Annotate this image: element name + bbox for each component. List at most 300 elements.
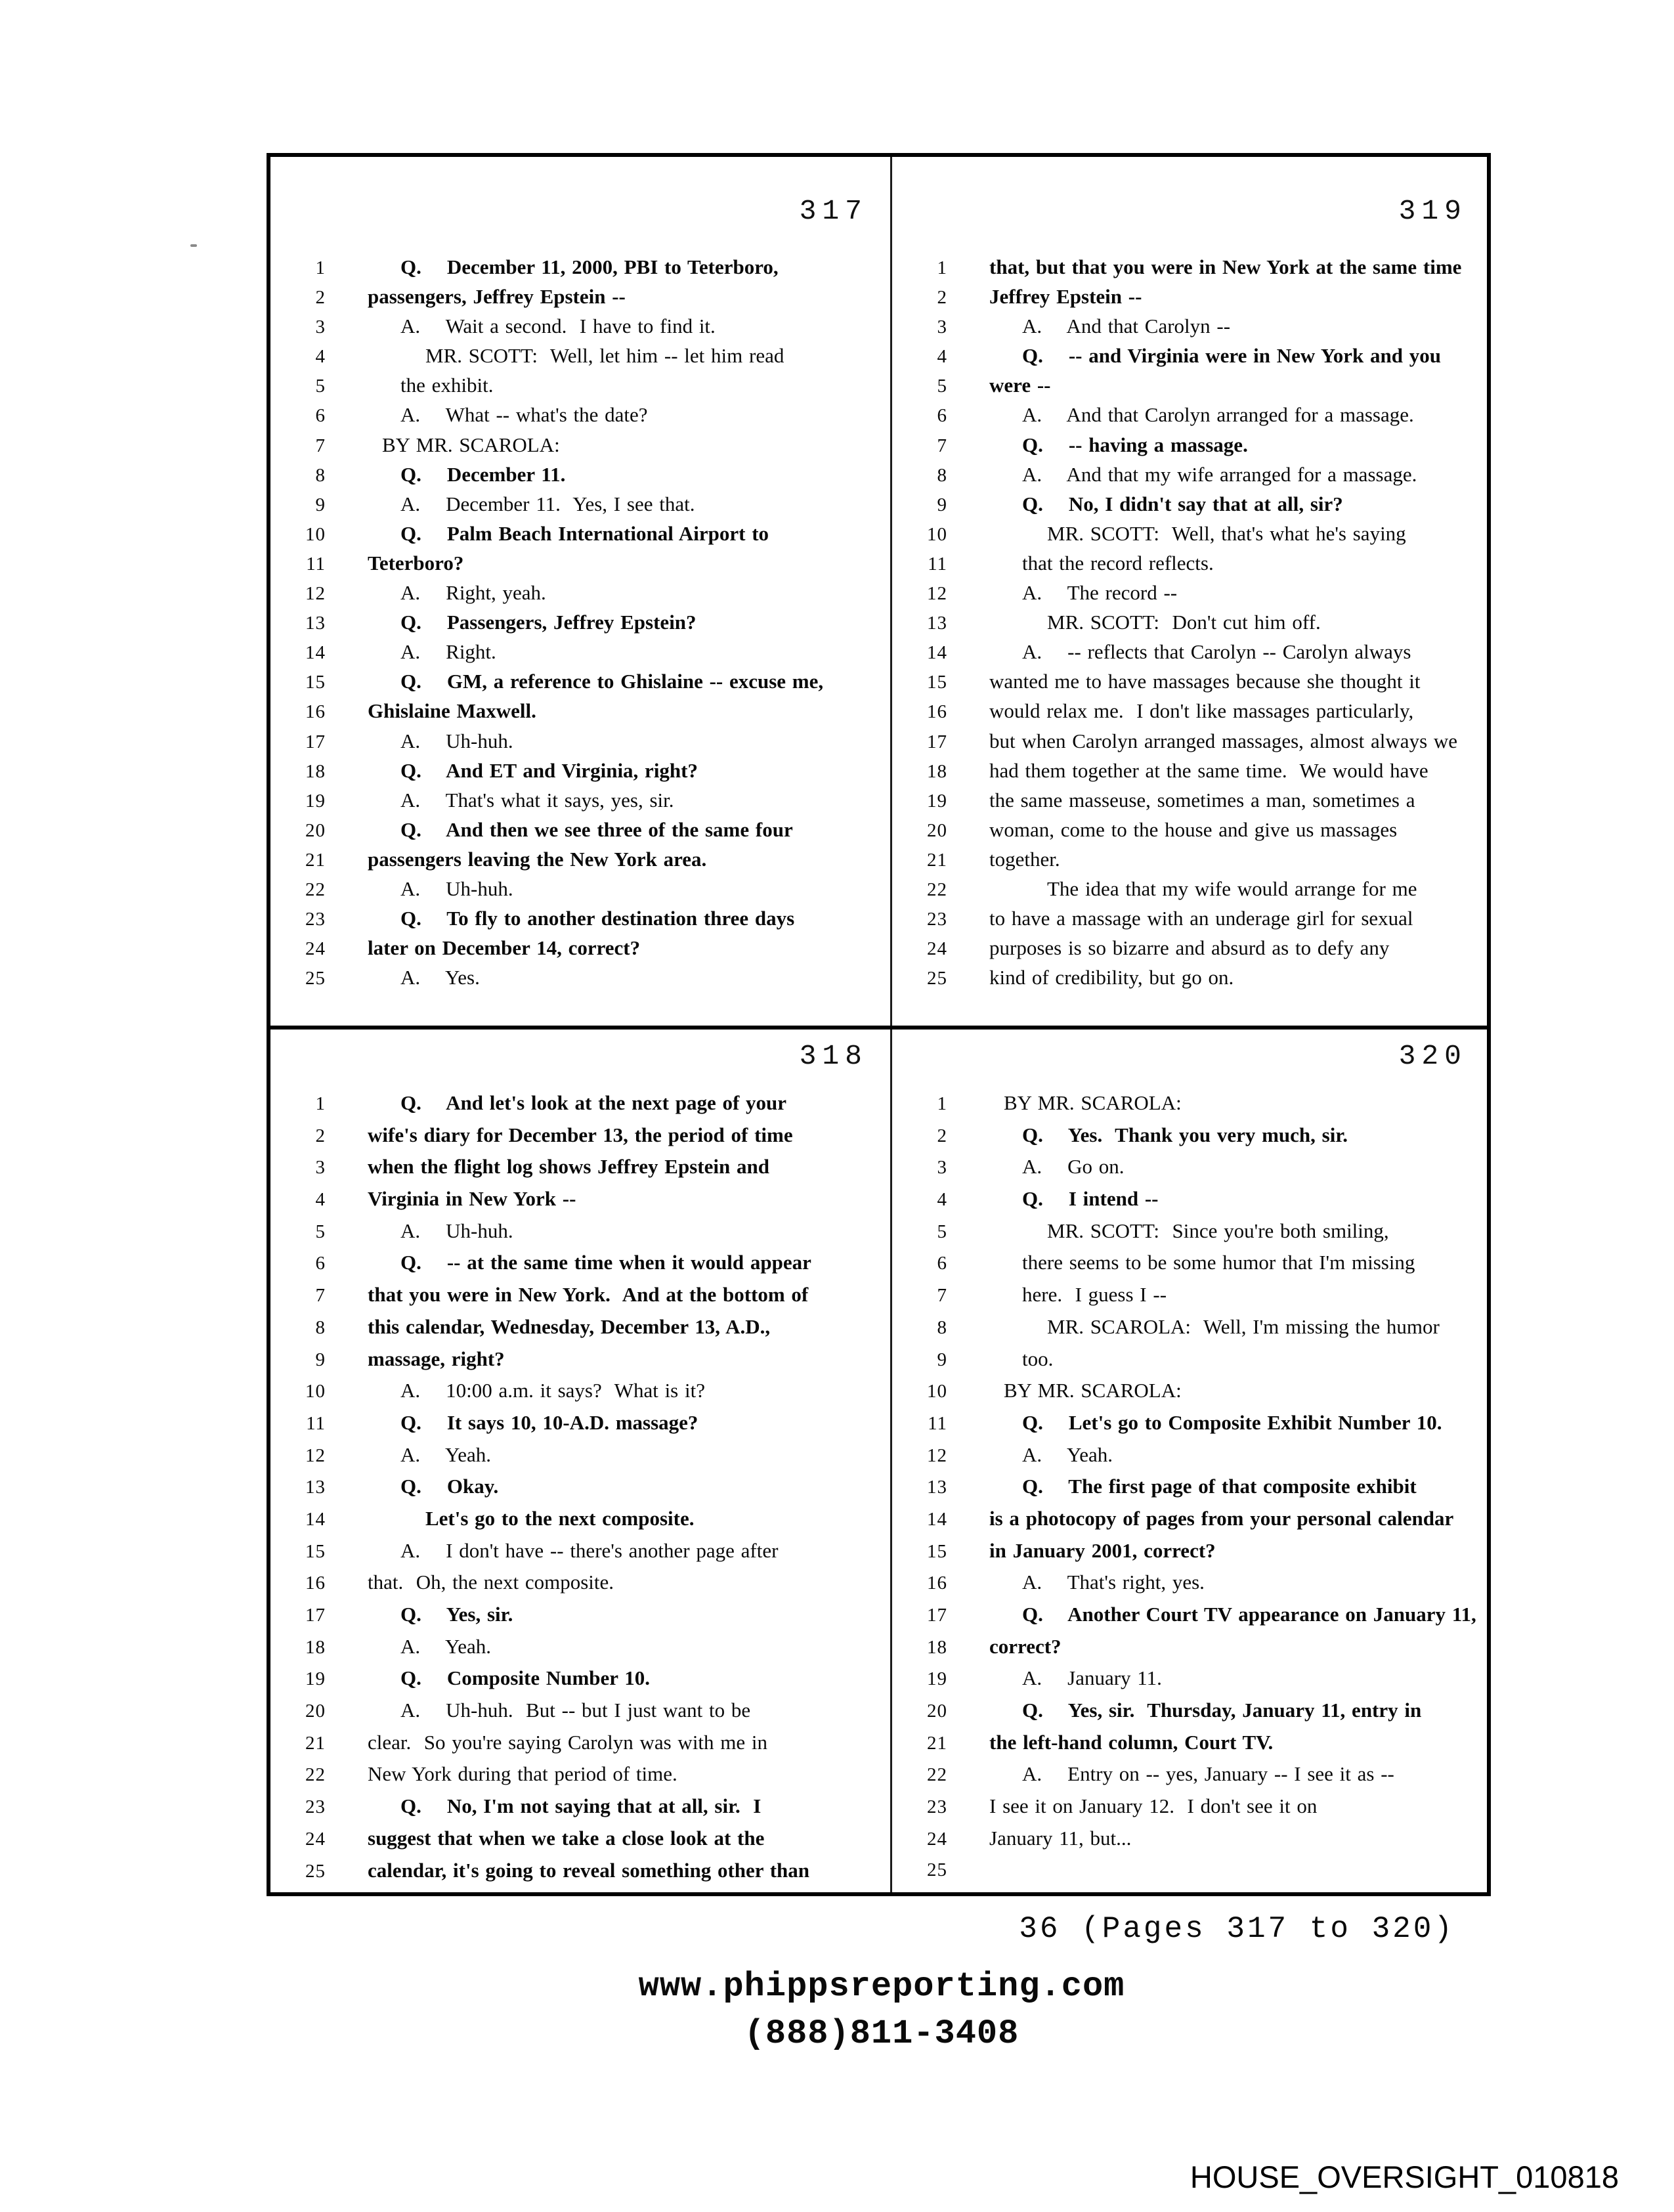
line-text: A. And that Carolyn arranged for a massage. [1022, 403, 1414, 427]
line-number: 18 [927, 760, 947, 782]
mini-page-317 [270, 157, 888, 1026]
line-text: is a photocopy of pages from your personal calendar [989, 1506, 1454, 1530]
transcript-line [892, 1123, 1487, 1156]
line-number: 20 [305, 1701, 326, 1722]
line-text: A. Uh-huh. [400, 729, 513, 752]
transcript-line [892, 1443, 1487, 1475]
transcript-line [270, 1187, 888, 1219]
line-text: A. Yes. [400, 966, 480, 989]
line-text: purposes is so bizarre and absurd as to defy any [989, 936, 1390, 960]
transcript-line [892, 255, 1487, 285]
transcript-line [270, 1699, 888, 1731]
transcript-line [270, 581, 888, 611]
transcript-line [892, 463, 1487, 492]
line-number: 3 [937, 1157, 947, 1179]
line-text: woman, come to the house and give us massages [989, 817, 1398, 841]
line-text: too. [1022, 1347, 1054, 1370]
line-text: Q. Okay. [400, 1475, 499, 1498]
line-text: Q. -- and Virginia were in New York and you [1022, 344, 1442, 368]
transcript-line [892, 1283, 1487, 1315]
line-number: 6 [315, 1253, 326, 1274]
line-number: 11 [928, 553, 947, 575]
transcript-line [892, 314, 1487, 344]
line-number: 24 [305, 1828, 326, 1850]
transcript-line [892, 285, 1487, 314]
line-number: 20 [305, 819, 326, 841]
transcript-line [270, 1731, 888, 1763]
line-text: the exhibit. [400, 374, 494, 397]
transcript-line [270, 729, 888, 759]
line-number: 1 [315, 257, 326, 278]
line-text: New York during that period of time. [368, 1762, 677, 1786]
line-text: calendar, it's going to reveal something other than [368, 1858, 810, 1882]
line-text: correct? [989, 1634, 1062, 1658]
line-number: 14 [305, 1508, 326, 1530]
transcript-line [892, 759, 1487, 789]
transcript-line [892, 433, 1487, 463]
transcript-line [892, 1219, 1487, 1251]
transcript-line [270, 1794, 888, 1827]
line-text: but when Carolyn arranged massages, almost always we [989, 729, 1458, 752]
line-text: to have a massage with an underage girl for sexual [989, 907, 1413, 930]
transcript-line [270, 1635, 888, 1667]
line-number: 8 [937, 464, 947, 486]
transcript-line [270, 1155, 888, 1187]
line-text: Q. Yes, sir. Thursday, January 11, entry in [1022, 1699, 1422, 1722]
line-number: 4 [315, 1189, 326, 1211]
line-text: A. I don't have -- there's another page after [400, 1538, 779, 1562]
transcript-line [892, 848, 1487, 877]
transcript-line [892, 1347, 1487, 1379]
line-number: 9 [315, 1349, 326, 1370]
line-number: 1 [315, 1093, 326, 1114]
line-number: 9 [315, 494, 326, 515]
transcript-line [270, 611, 888, 640]
transcript-line [892, 403, 1487, 433]
line-number: 17 [305, 1605, 326, 1626]
line-text: passengers, Jeffrey Epstein -- [368, 285, 626, 309]
mini-page-318 [270, 1030, 888, 1892]
line-text: the same masseuse, sometimes a man, sometimes a [989, 788, 1415, 812]
transcript-lines [270, 1091, 888, 1890]
bates-stamp: HOUSE_OVERSIGHT_010818 [1190, 2159, 1619, 2194]
transcript-line [892, 344, 1487, 374]
transcript-line [270, 1859, 888, 1891]
line-number: 5 [937, 376, 947, 397]
line-number: 25 [305, 1860, 326, 1882]
line-number: 22 [305, 878, 326, 900]
line-text: that the record reflects. [1022, 551, 1214, 575]
transcript-line [270, 285, 888, 314]
line-text: Q. December 11. [400, 462, 566, 486]
line-text: A. Uh-huh. But -- but I just want to be [400, 1699, 751, 1722]
line-number: 12 [927, 1444, 947, 1466]
transcript-line [270, 552, 888, 581]
transcript-line [270, 255, 888, 285]
line-number: 22 [927, 878, 947, 900]
transcript-line [892, 699, 1487, 729]
transcript-line [270, 1347, 888, 1379]
line-number: 19 [927, 790, 947, 812]
line-number: 17 [927, 1605, 947, 1626]
transcript-line [270, 936, 888, 966]
line-text: clear. So you're saying Carolyn was with me in [368, 1730, 768, 1754]
transcript-line [892, 1187, 1487, 1219]
transcript-line [270, 1219, 888, 1251]
line-text: A. Uh-huh. [400, 1219, 513, 1242]
line-number: 10 [927, 523, 947, 545]
line-text: passengers leaving the New York area. [368, 847, 707, 871]
line-text: Q. And let's look at the next page of your [400, 1091, 787, 1114]
line-number: 23 [927, 1796, 947, 1818]
line-text: together. [989, 847, 1060, 871]
transcript-lines [270, 255, 888, 995]
line-text: Q. It says 10, 10-A.D. massage? [400, 1410, 698, 1434]
transcript-line [270, 1827, 888, 1859]
page-number: 319 [1398, 195, 1467, 227]
line-number: 15 [927, 1540, 947, 1562]
transcript-line [892, 1379, 1487, 1411]
line-number: 16 [927, 701, 947, 723]
row-divider [270, 1026, 1487, 1030]
line-number: 8 [937, 1316, 947, 1338]
line-number: 10 [305, 523, 326, 545]
line-number: 4 [937, 1189, 947, 1211]
line-text: massage, right? [368, 1347, 505, 1370]
transcript-line [892, 966, 1487, 995]
line-text: Jeffrey Epstein -- [989, 285, 1142, 309]
line-text: wife's diary for December 13, the period of time [368, 1123, 793, 1146]
line-number: 2 [315, 287, 326, 309]
line-text: Q. No, I didn't say that at all, sir? [1022, 492, 1343, 515]
line-number: 19 [927, 1668, 947, 1690]
line-number: 18 [927, 1636, 947, 1658]
line-number: 21 [927, 849, 947, 871]
line-text: Q. And then we see three of the same four [400, 817, 793, 841]
line-text: when the flight log shows Jeffrey Epstein and [368, 1155, 769, 1179]
transcript-line [270, 699, 888, 729]
transcript-line [892, 936, 1487, 966]
mini-page-320 [892, 1030, 1487, 1892]
transcript-line [892, 552, 1487, 581]
line-number: 6 [937, 405, 947, 427]
transcript-line [270, 1443, 888, 1475]
line-text: there seems to be some humor that I'm missing [1022, 1251, 1415, 1274]
transcript-line [270, 433, 888, 463]
line-number: 14 [305, 642, 326, 664]
line-text: A. 10:00 a.m. it says? What is it? [400, 1379, 705, 1402]
line-text: Q. Composite Number 10. [400, 1666, 650, 1690]
line-text: A. Yeah. [400, 1634, 492, 1658]
transcript-line [892, 789, 1487, 818]
line-number: 21 [305, 1732, 326, 1754]
line-text: A. January 11. [1022, 1666, 1162, 1690]
transcript-line [892, 1666, 1487, 1699]
transcript-line [892, 1507, 1487, 1539]
line-number: 3 [937, 316, 947, 338]
transcript-line [892, 729, 1487, 759]
line-number: 16 [305, 701, 326, 723]
line-number: 18 [305, 760, 326, 782]
line-number: 15 [927, 672, 947, 693]
line-text: A. Yeah. [400, 1442, 492, 1466]
line-text: A. Go on. [1022, 1155, 1125, 1179]
transcript-line [270, 640, 888, 670]
transcript-line [892, 1731, 1487, 1763]
line-number: 1 [937, 1093, 947, 1114]
line-text: Virginia in New York -- [368, 1187, 576, 1211]
line-text: Let's go to the next composite. [425, 1506, 695, 1530]
transcript-line [892, 1794, 1487, 1827]
line-number: 19 [305, 790, 326, 812]
line-text: suggest that when we take a close look at the [368, 1826, 765, 1850]
transcript-line [270, 314, 888, 344]
line-number: 14 [927, 642, 947, 664]
line-text: the left-hand column, Court TV. [989, 1730, 1274, 1754]
line-text: that, but that you were in New York at the same time [989, 255, 1462, 278]
page-number: 318 [799, 1040, 868, 1072]
line-text: wanted me to have massages because she thought it [989, 670, 1421, 693]
line-number: 23 [305, 909, 326, 930]
transcript-line [270, 1666, 888, 1699]
transcript-line [270, 1571, 888, 1603]
line-number: 24 [927, 1828, 947, 1850]
line-number: 5 [937, 1221, 947, 1242]
line-text: A. December 11. Yes, I see that. [400, 492, 695, 515]
transcript-line [270, 1251, 888, 1283]
line-text: MR. SCOTT: Since you're both smiling, [1047, 1219, 1389, 1242]
transcript-line [270, 759, 888, 789]
line-text: A. Wait a second. I have to find it. [400, 314, 716, 338]
line-text: Q. -- having a massage. [1022, 433, 1248, 456]
line-number: 17 [305, 731, 326, 752]
line-text: later on December 14, correct? [368, 936, 641, 960]
line-text: Q. Yes, sir. [400, 1603, 513, 1626]
line-text: MR. SCOTT: Don't cut him off. [1047, 611, 1321, 634]
line-text: that. Oh, the next composite. [368, 1571, 614, 1594]
transcript-line [270, 1411, 888, 1443]
transcript-line [892, 907, 1487, 936]
transcript-line [270, 1123, 888, 1156]
line-text: The idea that my wife would arrange for me [1047, 877, 1417, 900]
transcript-line [270, 1379, 888, 1411]
transcript-line [270, 1539, 888, 1571]
transcript-line [892, 1091, 1487, 1123]
line-number: 13 [927, 613, 947, 634]
line-number: 7 [937, 435, 947, 456]
line-text: here. I guess I -- [1022, 1283, 1167, 1307]
line-text: A. What -- what's the date? [400, 403, 648, 427]
line-number: 7 [315, 1285, 326, 1307]
transcript-line [892, 1251, 1487, 1283]
line-text: MR. SCAROLA: Well, I'm missing the humor [1047, 1314, 1440, 1338]
line-number: 20 [927, 1701, 947, 1722]
line-number: 9 [937, 494, 947, 515]
condensed-transcript-grid [267, 153, 1491, 1896]
line-text: that you were in New York. And at the bottom of [368, 1283, 809, 1307]
line-number: 16 [305, 1572, 326, 1594]
reporting-website: www.phippsreporting.com [638, 1967, 1125, 2006]
line-number: 18 [305, 1636, 326, 1658]
line-number: 2 [937, 287, 947, 309]
line-text: Q. The first page of that composite exhibit [1022, 1475, 1417, 1498]
line-text: would relax me. I don't like massages particularly, [989, 699, 1414, 723]
transcript-line [892, 1603, 1487, 1635]
transcript-line [270, 966, 888, 995]
transcript-line [892, 611, 1487, 640]
transcript-line [892, 670, 1487, 699]
line-number: 7 [315, 435, 326, 456]
line-text: MR. SCOTT: Well, let him -- let him read [425, 344, 784, 368]
transcript-line [270, 848, 888, 877]
line-number: 10 [305, 1381, 326, 1402]
mini-page-319 [892, 157, 1487, 1026]
transcript-line [270, 818, 888, 848]
line-text: Q. No, I'm not saying that at all, sir. I [400, 1794, 762, 1818]
transcript-line [892, 1762, 1487, 1794]
column-divider [890, 157, 892, 1892]
line-text: Q. To fly to another destination three days [400, 907, 795, 930]
line-text: BY MR. SCAROLA: [1004, 1379, 1182, 1402]
line-text: A. Entry on -- yes, January -- I see it as -- [1022, 1762, 1394, 1786]
transcript-line [270, 1315, 888, 1347]
line-number: 15 [305, 672, 326, 693]
line-number: 21 [927, 1732, 947, 1754]
page-number: 317 [799, 195, 868, 227]
line-number: 11 [928, 1412, 947, 1434]
line-text: had them together at the same time. We would have [989, 758, 1428, 782]
transcript-line [270, 907, 888, 936]
transcript-line [892, 1155, 1487, 1187]
scan-artifact-speck [190, 244, 197, 247]
line-text: Q. Yes. Thank you very much, sir. [1022, 1123, 1348, 1146]
line-number: 13 [305, 613, 326, 634]
line-number: 20 [927, 819, 947, 841]
line-text: kind of credibility, but go on. [989, 966, 1234, 989]
transcript-line [270, 1475, 888, 1507]
line-number: 2 [315, 1125, 326, 1146]
line-number: 23 [927, 909, 947, 930]
line-text: A. And that Carolyn -- [1022, 314, 1231, 338]
line-text: Teterboro? [368, 551, 464, 575]
transcript-line [892, 581, 1487, 611]
line-number: 11 [306, 553, 326, 575]
line-number: 16 [927, 1572, 947, 1594]
transcript-line [892, 1411, 1487, 1443]
line-number: 21 [305, 849, 326, 871]
transcript-line [892, 1635, 1487, 1667]
line-number: 10 [927, 1381, 947, 1402]
line-text: BY MR. SCAROLA: [382, 433, 560, 456]
page-range-summary: 36 (Pages 317 to 320) [1019, 1912, 1455, 1946]
transcript-line [892, 522, 1487, 552]
line-text: MR. SCOTT: Well, that's what he's saying [1047, 521, 1406, 545]
line-number: 22 [305, 1764, 326, 1786]
line-text: Q. Another Court TV appearance on January 11, [1022, 1603, 1476, 1626]
transcript-line [270, 1762, 888, 1794]
transcript-line [892, 640, 1487, 670]
line-number: 24 [927, 938, 947, 960]
line-text: were -- [989, 374, 1051, 397]
line-text: in January 2001, correct? [989, 1538, 1216, 1562]
line-text: I see it on January 12. I don't see it on [989, 1794, 1318, 1818]
transcript-line [270, 463, 888, 492]
line-text: BY MR. SCAROLA: [1004, 1091, 1182, 1114]
line-number: 12 [927, 583, 947, 605]
transcript-line [270, 1507, 888, 1539]
line-number: 8 [315, 464, 326, 486]
line-text: A. And that my wife arranged for a massage. [1022, 462, 1417, 486]
line-number: 5 [315, 376, 326, 397]
transcript-line [892, 1571, 1487, 1603]
transcript-line [892, 1827, 1487, 1859]
transcript-lines [892, 1091, 1487, 1890]
transcript-line [892, 1539, 1487, 1571]
transcript-line [892, 877, 1487, 907]
line-number: 23 [305, 1796, 326, 1818]
line-number: 15 [305, 1540, 326, 1562]
line-number: 9 [937, 1349, 947, 1370]
line-text: January 11, but... [989, 1826, 1132, 1850]
line-text: Q. Palm Beach International Airport to [400, 521, 769, 545]
line-text: A. Right. [400, 640, 496, 664]
line-text: A. That's what it says, yes, sir. [400, 788, 674, 812]
transcript-line [892, 492, 1487, 522]
transcript-line [270, 403, 888, 433]
transcript-line [270, 492, 888, 522]
line-number: 8 [315, 1316, 326, 1338]
line-text: Q. Let's go to Composite Exhibit Number 10. [1022, 1410, 1442, 1434]
line-number: 17 [927, 731, 947, 752]
line-number: 4 [937, 346, 947, 368]
line-text: A. -- reflects that Carolyn -- Carolyn always [1022, 640, 1411, 664]
transcript-line [892, 1699, 1487, 1731]
line-number: 25 [927, 1859, 947, 1880]
line-text: A. Right, yeah. [400, 581, 546, 605]
reporting-phone: (888)811-3408 [744, 2014, 1019, 2053]
line-number: 19 [305, 1668, 326, 1690]
transcript-lines [892, 255, 1487, 995]
line-number: 7 [937, 1285, 947, 1307]
line-number: 25 [927, 968, 947, 989]
line-number: 2 [937, 1125, 947, 1146]
line-number: 25 [305, 968, 326, 989]
line-text: Q. December 11, 2000, PBI to Teterboro, [400, 255, 779, 278]
transcript-line [270, 374, 888, 403]
line-number: 5 [315, 1221, 326, 1242]
line-number: 24 [305, 938, 326, 960]
transcript-line [892, 1315, 1487, 1347]
transcript-line [270, 670, 888, 699]
transcript-line [270, 789, 888, 818]
transcript-line [892, 374, 1487, 403]
line-text: A. That's right, yes. [1022, 1571, 1205, 1594]
line-number: 6 [315, 405, 326, 427]
line-number: 6 [937, 1253, 947, 1274]
transcript-line [270, 522, 888, 552]
line-number: 22 [927, 1764, 947, 1786]
transcript-line [270, 344, 888, 374]
transcript-line [892, 1475, 1487, 1507]
transcript-line [270, 877, 888, 907]
line-number: 12 [305, 1444, 326, 1466]
line-number: 1 [937, 257, 947, 278]
line-text: Q. And ET and Virginia, right? [400, 758, 698, 782]
line-text: A. The record -- [1022, 581, 1178, 605]
transcript-line [892, 818, 1487, 848]
page-number: 320 [1398, 1040, 1467, 1072]
line-number: 12 [305, 583, 326, 605]
